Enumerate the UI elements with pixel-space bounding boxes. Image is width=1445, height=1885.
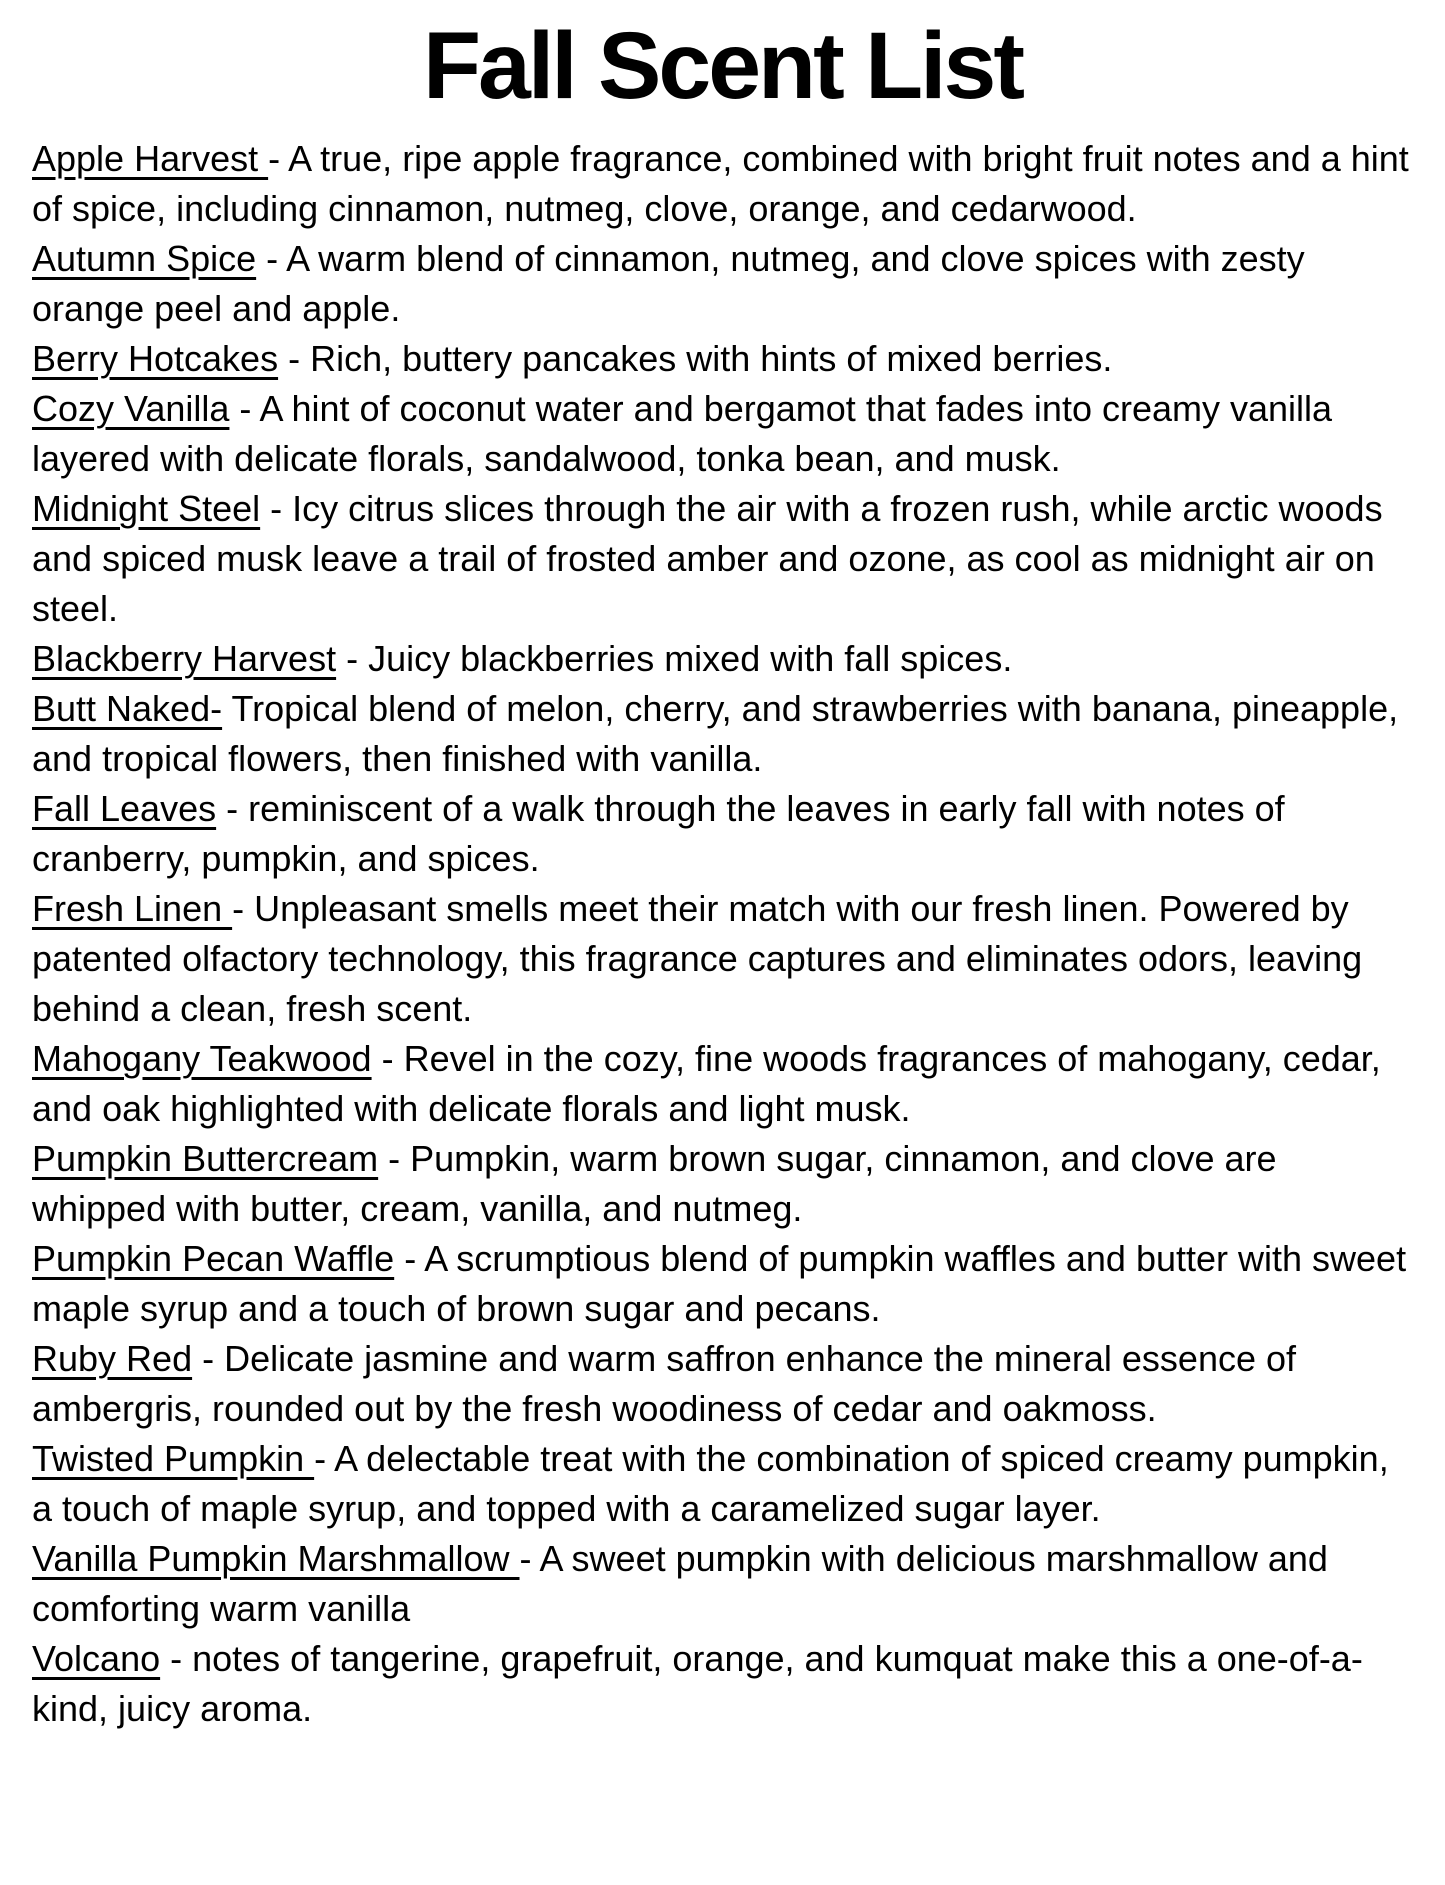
scent-entry: [32, 384, 1413, 484]
scent-separator: -: [216, 788, 249, 829]
scent-entry: [32, 1334, 1413, 1434]
scent-entry: [32, 684, 1413, 784]
scent-name: Pumpkin Pecan Waffle: [32, 1238, 395, 1279]
scent-name: Midnight Steel: [32, 488, 261, 529]
scent-description: Revel in the cozy, fine woods fragrances of mahogany, cedar, and oak highlighted with delicate florals and light musk.: [32, 1038, 1381, 1129]
scent-separator: -: [519, 1538, 540, 1579]
scent-separator: -: [378, 1138, 411, 1179]
document-page: [0, 14, 1445, 1885]
scent-entry: [32, 784, 1413, 884]
scent-description: Tropical blend of melon, cherry, and strawberries with banana, pineapple, and tropical flowers, then finished with vanilla.: [32, 688, 1399, 779]
scent-entry: [32, 1534, 1413, 1634]
scent-separator: -: [160, 1638, 193, 1679]
scent-name: Pumpkin Buttercream: [32, 1138, 379, 1179]
scent-description: A sweet pumpkin with delicious marshmallow and comforting warm vanilla: [32, 1538, 1328, 1629]
scent-description: A hint of coconut water and bergamot that fades into creamy vanilla layered with delicate florals, sandalwood, tonka bean, and musk.: [32, 388, 1333, 479]
scent-entry: [32, 484, 1413, 634]
scent-separator: -: [256, 238, 287, 279]
scent-description: Rich, buttery pancakes with hints of mixed berries.: [310, 338, 1113, 379]
scent-name: Ruby Red: [32, 1338, 193, 1379]
scent-separator: -: [268, 138, 289, 179]
scent-entry: [32, 234, 1413, 334]
scent-name: Volcano: [32, 1638, 161, 1679]
scent-name: Vanilla Pumpkin Marshmallow: [32, 1538, 520, 1579]
scent-separator: -: [232, 888, 255, 929]
scent-name: Twisted Pumpkin: [32, 1438, 315, 1479]
scent-name: Mahogany Teakwood: [32, 1038, 372, 1079]
scent-name: Blackberry Harvest: [32, 638, 337, 679]
page-title: Fall Scent List: [422, 13, 1023, 119]
scent-description: Icy citrus slices through the air with a frozen rush, while arctic woods and spiced musk leave a trail of frosted amber and ozone, as cool as midnight air on steel.: [32, 488, 1383, 629]
scent-separator: -: [229, 388, 260, 429]
scent-separator: -: [314, 1438, 335, 1479]
scent-description: Pumpkin, warm brown sugar, cinnamon, and clove are whipped with butter, cream, vanilla, and nutmeg.: [32, 1138, 1277, 1229]
scent-description: Unpleasant smells meet their match with our fresh linen. Powered by patented olfactory technology, this fragrance captures and eliminates odors, leaving behind a clean, fresh scent.: [32, 888, 1363, 1029]
scent-entry: [32, 1134, 1413, 1234]
scent-name: Autumn Spice: [32, 238, 257, 279]
scent-separator: -: [278, 338, 311, 379]
scent-separator: -: [192, 1338, 225, 1379]
scent-description: A warm blend of cinnamon, nutmeg, and clove spices with zesty orange peel and apple.: [32, 238, 1305, 329]
scent-separator: -: [394, 1238, 425, 1279]
scent-entry: [32, 634, 1413, 684]
scent-name: Butt Naked-: [32, 688, 223, 729]
scent-description: notes of tangerine, grapefruit, orange, and kumquat make this a one-of-a-kind, juicy aroma.: [32, 1638, 1363, 1729]
scent-entry: [32, 1034, 1413, 1134]
scent-name: Fresh Linen: [32, 888, 233, 929]
scent-description: A scrumptious blend of pumpkin waffles and butter with sweet maple syrup and a touch of brown sugar and pecans.: [32, 1238, 1407, 1329]
scent-description: Delicate jasmine and warm saffron enhance the mineral essence of ambergris, rounded out by the fresh woodiness of cedar and oakmoss.: [32, 1338, 1297, 1429]
scent-description: A true, ripe apple fragrance, combined with bright fruit notes and a hint of spice, including cinnamon, nutmeg, clove, orange, and cedarwood.: [32, 138, 1409, 229]
scent-name: Cozy Vanilla: [32, 388, 230, 429]
scent-entry: [32, 884, 1413, 1034]
scent-entry: [32, 1434, 1413, 1534]
scent-description: A delectable treat with the combination of spiced creamy pumpkin, a touch of maple syrup, and topped with a caramelized sugar layer.: [32, 1438, 1389, 1529]
scent-description: Juicy blackberries mixed with fall spices.: [368, 638, 1013, 679]
scent-entry: [32, 134, 1413, 234]
scent-separator: -: [336, 638, 369, 679]
scent-separator: -: [260, 488, 293, 529]
scent-entry: [32, 334, 1413, 384]
scent-list: [32, 134, 1413, 1734]
scent-name: Apple Harvest: [32, 138, 269, 179]
scent-description: reminiscent of a walk through the leaves in early fall with notes of cranberry, pumpkin, and spices.: [32, 788, 1285, 879]
scent-entry: [32, 1634, 1413, 1734]
scent-entry: [32, 1234, 1413, 1334]
scent-name: Fall Leaves: [32, 788, 217, 829]
scent-separator: -: [371, 1038, 404, 1079]
scent-name: Berry Hotcakes: [32, 338, 279, 379]
